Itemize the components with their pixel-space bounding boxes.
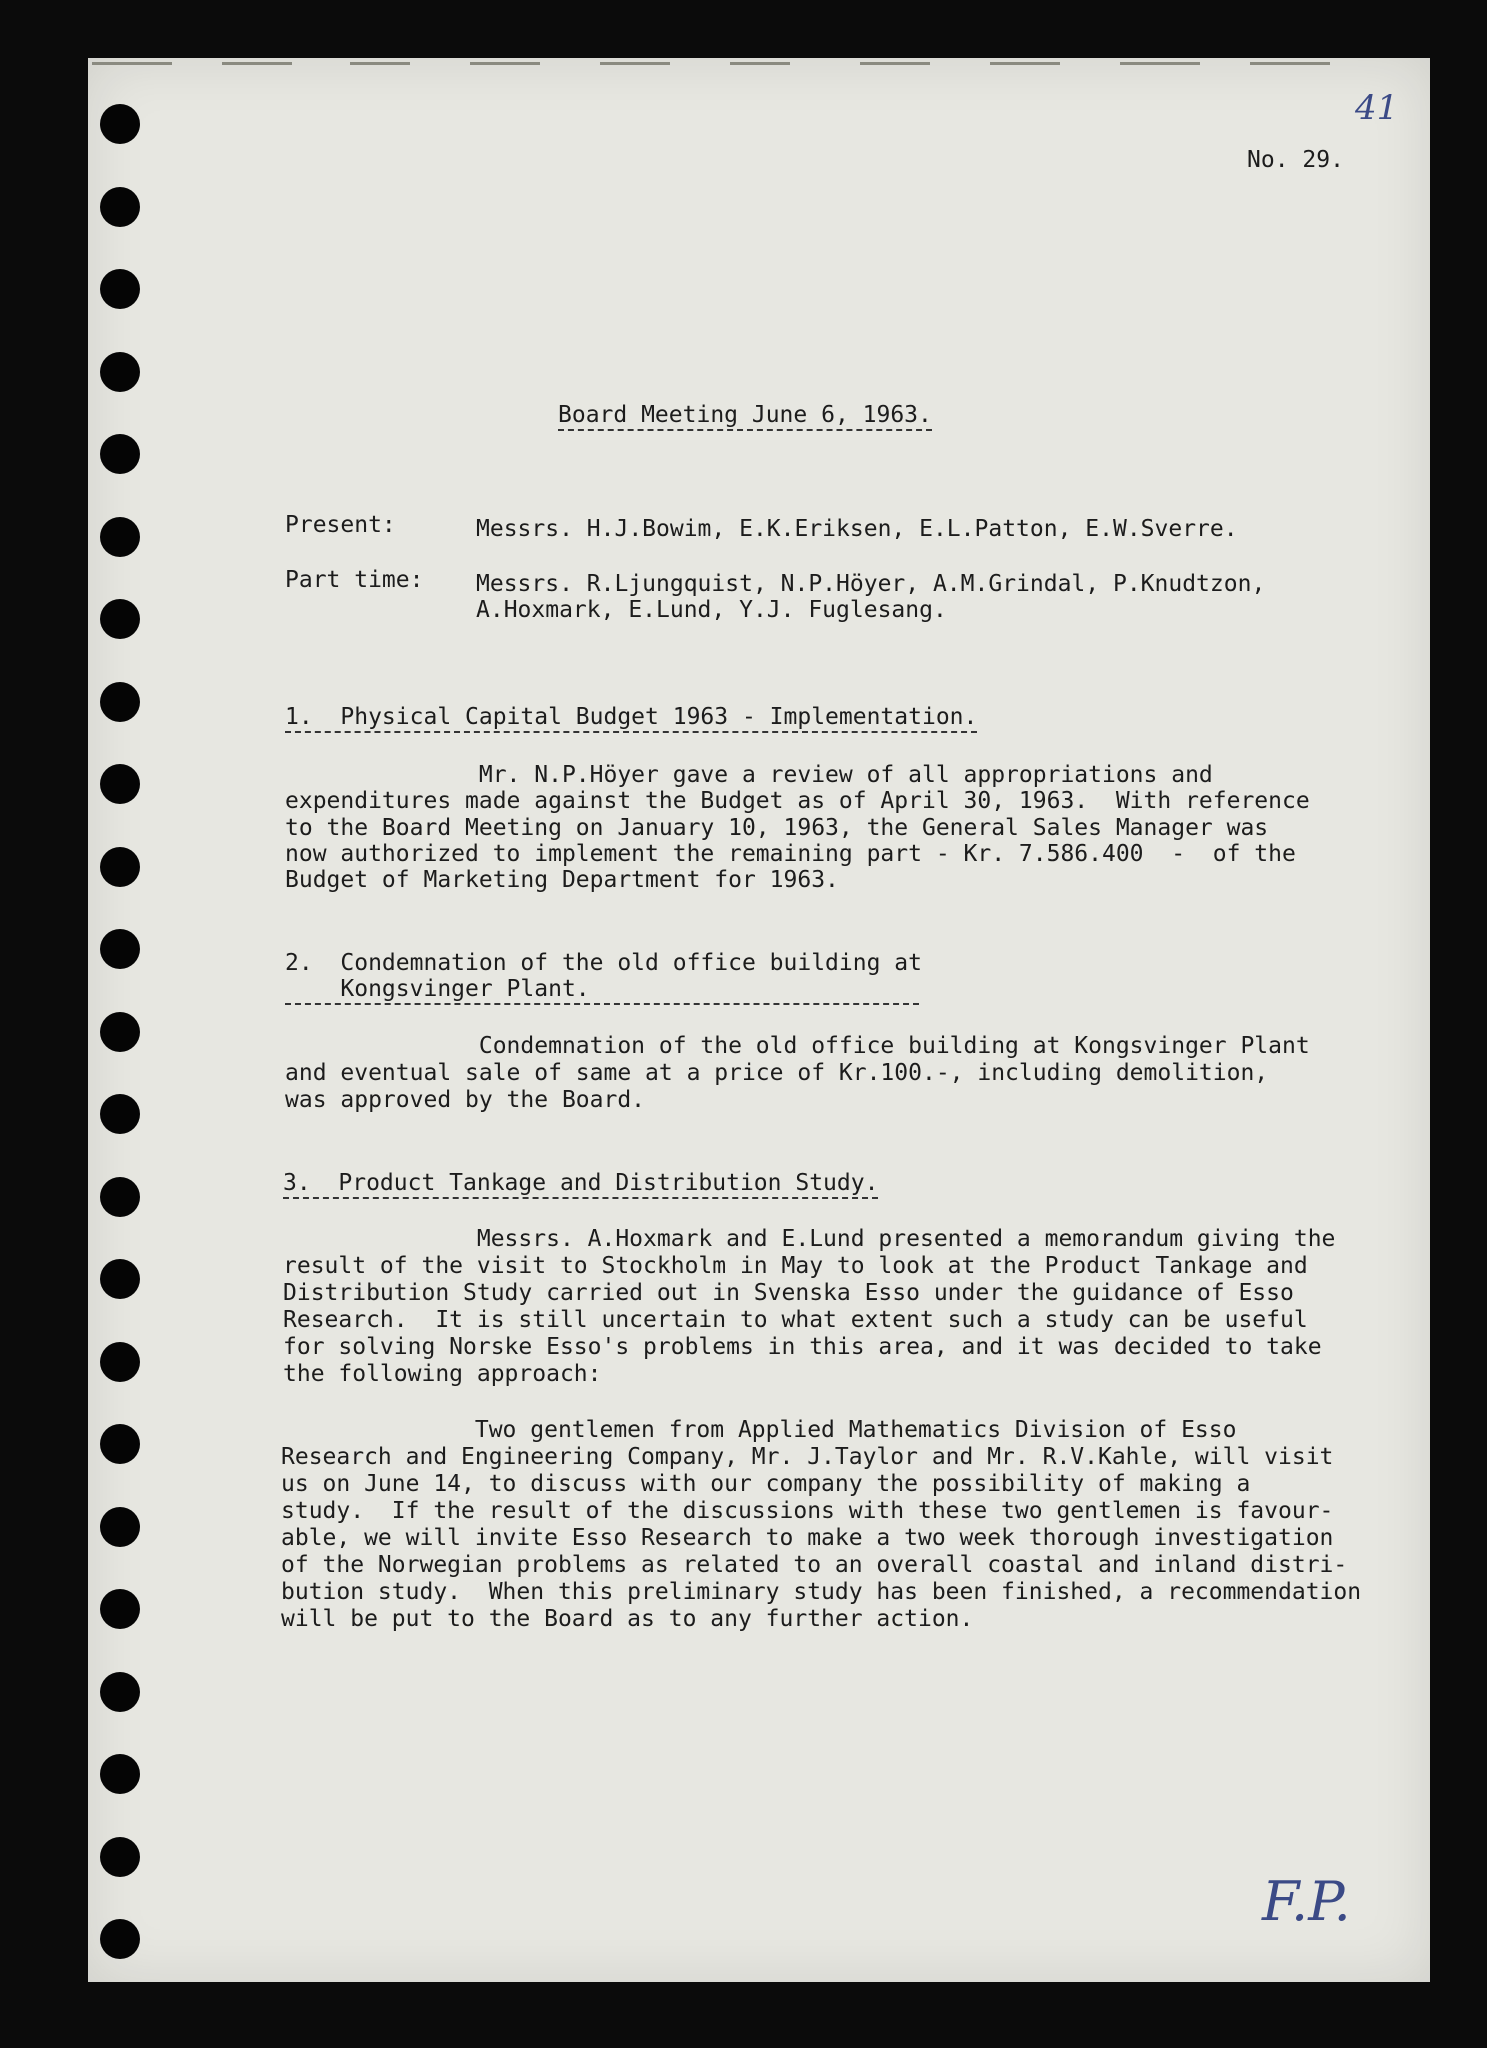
section-2-line: was approved by the Board. xyxy=(285,1087,646,1113)
binder-hole xyxy=(100,269,140,309)
handwritten-initials: F.P. xyxy=(1262,1870,1351,1933)
section-1-heading-text: 1. Physical Capital Budget 1963 - Implementation. xyxy=(285,704,977,733)
present-names: Messrs. H.J.Bowim, E.K.Eriksen, E.L.Patton, E.W.Sverre. xyxy=(476,516,1238,542)
binder-hole xyxy=(100,847,140,887)
binder-hole xyxy=(100,1012,140,1052)
binder-hole xyxy=(100,1837,140,1877)
section-3-line: result of the visit to Stockholm in May to look at the Product Tankage and xyxy=(283,1253,1308,1279)
binder-hole xyxy=(100,1754,140,1794)
binder-hole xyxy=(100,1507,140,1547)
title-text: Board Meeting June 6, 1963. xyxy=(558,402,932,431)
section-2-heading-line2: Kongsvinger Plant. xyxy=(285,976,919,1005)
binder-hole xyxy=(100,599,140,639)
edge-mark xyxy=(730,62,790,65)
edge-mark xyxy=(990,62,1060,65)
section-3-line: Distribution Study carried out in Svenska Esso under the guidance of Esso xyxy=(283,1280,1294,1306)
section-1-line: Mr. N.P.Höyer gave a review of all appropriations and xyxy=(285,762,1213,788)
handwritten-page-number: 41 xyxy=(1355,88,1399,128)
section-3-heading-text: 3. Product Tankage and Distribution Study. xyxy=(283,1170,878,1199)
binder-hole xyxy=(100,1424,140,1464)
edge-mark xyxy=(222,62,292,65)
section-1-line: now authorized to implement the remaining part - Kr. 7.586.400 - of the xyxy=(285,841,1296,867)
edge-mark xyxy=(470,62,540,65)
section-3-para2-line: of the Norwegian problems as related to an overall coastal and inland distri- xyxy=(281,1552,1348,1578)
binder-hole xyxy=(100,1672,140,1712)
parttime-names-line2: A.Hoxmark, E.Lund, Y.J. Fuglesang. xyxy=(476,597,947,623)
section-3-line: for solving Norske Esso's problems in this area, and it was decided to take xyxy=(283,1334,1322,1360)
section-2-heading-line1: 2. Condemnation of the old office building at xyxy=(285,950,922,976)
binder-hole xyxy=(100,1342,140,1382)
document-number: No. 29. xyxy=(1247,147,1344,173)
edge-mark xyxy=(1120,62,1200,65)
binder-hole xyxy=(100,104,140,144)
edge-mark xyxy=(350,62,410,65)
section-1-heading xyxy=(285,704,977,731)
section-2-line: and eventual sale of same at a price of Kr.100.-, including demolition, xyxy=(285,1060,1269,1086)
edge-mark xyxy=(860,62,930,65)
edge-mark xyxy=(600,62,670,65)
binder-hole xyxy=(100,187,140,227)
binder-hole xyxy=(100,1919,140,1959)
section-3-line: Research. It is still uncertain to what extent such a study can be useful xyxy=(283,1307,1308,1333)
document-page xyxy=(88,58,1430,1982)
section-3-para2-line: will be put to the Board as to any further action. xyxy=(281,1606,974,1632)
section-3-line: Messrs. A.Hoxmark and E.Lund presented a memorandum giving the xyxy=(283,1226,1336,1252)
binder-hole xyxy=(100,352,140,392)
parttime-names-line1: Messrs. R.Ljungquist, N.P.Höyer, A.M.Grindal, P.Knudtzon, xyxy=(476,571,1266,597)
section-3-para2-line: Research and Engineering Company, Mr. J.Taylor and Mr. R.V.Kahle, will visit xyxy=(281,1444,1334,1470)
binder-hole xyxy=(100,1094,140,1134)
binder-hole xyxy=(100,1177,140,1217)
binder-hole xyxy=(100,682,140,722)
section-1-line: to the Board Meeting on January 10, 1963, the General Sales Manager was xyxy=(285,815,1269,841)
section-3-para2-line: Two gentlemen from Applied Mathematics Division of Esso xyxy=(281,1417,1237,1443)
section-3-para2-line: bution study. When this preliminary study has been finished, a recommendation xyxy=(281,1579,1362,1605)
section-3-heading xyxy=(283,1170,878,1197)
binder-hole xyxy=(100,517,140,557)
edge-mark xyxy=(1250,62,1330,65)
section-3-para2-line: study. If the result of the discussions with these two gentlemen is favour- xyxy=(281,1498,1334,1524)
page-title xyxy=(558,402,932,429)
section-1-line: Budget of Marketing Department for 1963. xyxy=(285,867,839,893)
section-1-line: expenditures made against the Budget as of April 30, 1963. With reference xyxy=(285,788,1310,814)
section-2-line: Condemnation of the old office building at Kongsvinger Plant xyxy=(285,1033,1310,1059)
binder-hole xyxy=(100,434,140,474)
section-3-line: the following approach: xyxy=(283,1361,602,1387)
present-label: Present: xyxy=(285,512,396,538)
parttime-label: Part time: xyxy=(285,567,424,593)
binder-hole xyxy=(100,929,140,969)
binder-hole xyxy=(100,1589,140,1629)
section-3-para2-line: able, we will invite Esso Research to make a two week thorough investigation xyxy=(281,1525,1334,1551)
binder-hole xyxy=(100,764,140,804)
section-3-para2-line: us on June 14, to discuss with our company the possibility of making a xyxy=(281,1471,1251,1497)
edge-mark xyxy=(92,62,172,65)
binder-hole xyxy=(100,1259,140,1299)
